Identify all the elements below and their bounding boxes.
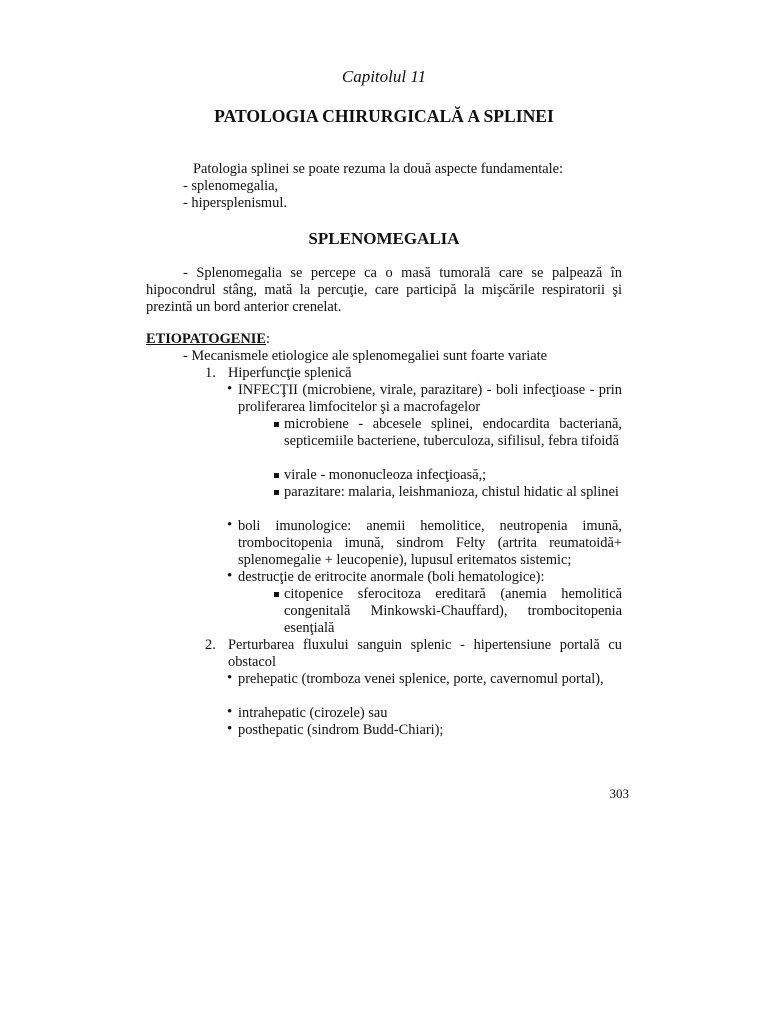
- bullet-prehepatic: • prehepatic (tromboza venei splenice, porte, cavernomul portal),: [238, 671, 622, 688]
- square-bullet-icon: [274, 592, 279, 597]
- page-number: 303: [609, 786, 629, 801]
- item-text: Perturbarea fluxului sanguin splenic - hipertensiune portală cu obstacol: [228, 637, 622, 670]
- square-bullet-icon: [274, 422, 279, 427]
- section-title: SPLENOMEGALIA: [308, 229, 460, 248]
- item-number: 2.: [205, 637, 216, 653]
- bullet-imunologice: • boli imunologice: anemii hemolitice, neutropenia imună, trombocitopenia imună, sindrom Felty (artrita reumatoidă+ splenomegalie + leucopenie), lupusul eritematos sistemic;: [238, 518, 622, 569]
- subitem-parazitare: parazitare: malaria, leishmanioza, chistul hidatic al splinei: [284, 484, 622, 501]
- intro-line: Patologia splinei se poate rezuma la două aspecte fundamentale:: [193, 161, 564, 177]
- intro-item: - splenomegalia,: [183, 178, 279, 194]
- definition-paragraph: - Splenomegalia se percepe ca o masă tumorală care se palpează în hipocondrul stâng, mată la percuţie, care participă la mişcările respiratorii şi prezintă un bord anterior crenelat.: [146, 265, 622, 315]
- subitem-microbiene: microbiene - abcesele splinei, endocardita bacteriană, septicemiile bacteriene, tuberculoza, sifilisul, febra tifoidă: [284, 416, 622, 450]
- item-text: Hiperfuncţie splenică: [228, 365, 352, 381]
- etiology-lead: - Mecanismele etiologice ale splenomegaliei sunt foarte variate: [183, 348, 548, 364]
- square-bullet-icon: [274, 490, 279, 495]
- page-title: PATOLOGIA CHIRURGICALĂ A SPLINEI: [214, 106, 554, 126]
- bullet-destructie: • destrucţie de eritrocite anormale (boli hematologice):: [238, 569, 622, 586]
- bullet-intrahepatic: • intrahepatic (cirozele) sau: [238, 705, 387, 722]
- numbered-item-2: [205, 637, 622, 671]
- chapter-label: Capitolul 11: [341, 67, 427, 86]
- bullet-infectii: • INFECŢII (microbiene, virale, parazitare) - boli infecţioase - prin proliferarea limfocitelor şi a macrofagelor: [238, 382, 622, 416]
- subitem-citopenice: citopenice sferocitoza ereditară (anemia hemolitică congenitală Minkowski-Chauffard), trombocitopenia esenţială: [284, 586, 622, 637]
- square-bullet-icon: [274, 473, 279, 478]
- subitem-virale: virale - mononucleoza infecţioasă,;: [284, 467, 622, 484]
- etiopatogenie-heading: [146, 331, 270, 348]
- bullet-posthepatic: • posthepatic (sindrom Budd-Chiari);: [238, 722, 443, 739]
- item-number: 1.: [205, 365, 216, 381]
- intro-item: - hipersplenismul.: [183, 195, 287, 211]
- heading-colon: :: [265, 331, 270, 347]
- etiopatogenie-title: ETIOPATOGENIE: [146, 331, 266, 347]
- numbered-item-1: [205, 365, 351, 382]
